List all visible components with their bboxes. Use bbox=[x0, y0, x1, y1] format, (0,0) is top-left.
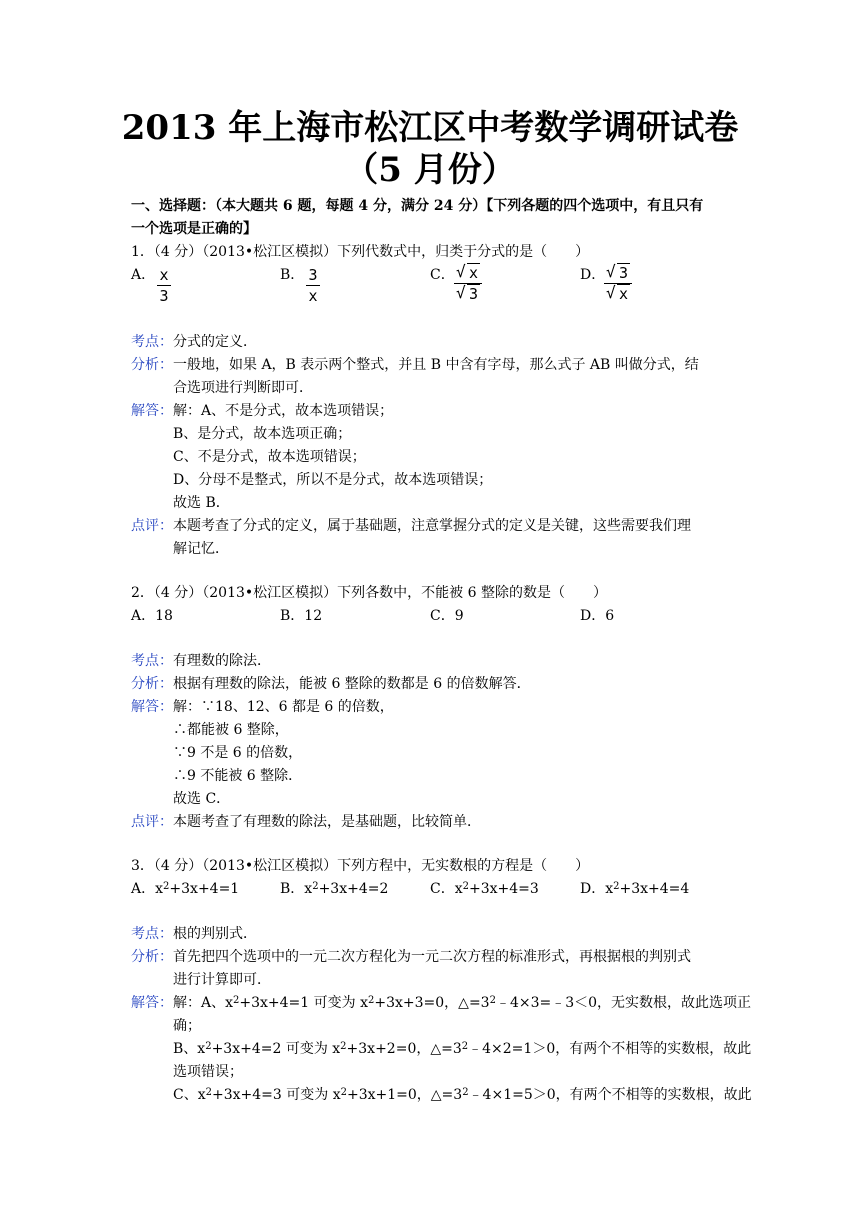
q2-fenxi-text: 根据有理数的除法，能被 6 整除的数都是 6 的倍数解答． bbox=[173, 676, 531, 692]
q1-d-numerator: 3 bbox=[618, 264, 629, 282]
q1-c-numerator: x bbox=[468, 264, 479, 282]
q2-dianping-text: 本题考查了有理数的除法，是基础题，比较简单． bbox=[173, 814, 481, 830]
q3-jieda-option-a-line1 bbox=[173, 994, 751, 1012]
q2-option-d: D．6 bbox=[580, 608, 615, 624]
fraction-bar bbox=[306, 285, 320, 286]
text: +3x+1=0，△=3 bbox=[346, 1087, 463, 1103]
q3-option-a-label: A． bbox=[131, 881, 156, 897]
q1-kaodian-label: 考点： bbox=[131, 334, 173, 350]
text: +3x+4=1 可变为 x bbox=[239, 995, 368, 1011]
q3-jieda-option-b-line1 bbox=[173, 1040, 751, 1058]
page-title: 2013 年上海市松江区中考数学调研试卷 bbox=[121, 108, 739, 148]
section-heading-line2: 一个选项是正确的】 bbox=[131, 221, 257, 237]
q1-c-denominator: 3 bbox=[468, 285, 479, 303]
q2-jieda-line5: 故选 C． bbox=[173, 791, 231, 807]
q1-jieda-line1: 解：A、不是分式，故本选项错误； bbox=[173, 403, 394, 419]
q1-b-denominator: x bbox=[308, 287, 318, 305]
q3-jieda-label: 解答： bbox=[131, 995, 173, 1011]
q3-fenxi-line2: 进行计算即可． bbox=[173, 972, 271, 988]
text: +3x+4=3 可变为 x bbox=[211, 1087, 341, 1103]
q2-jieda-line2: ∴都能被 6 整除， bbox=[173, 722, 289, 738]
q1-b-numerator: 3 bbox=[308, 266, 318, 284]
text: ﹣4×3=﹣3＜0，无实数根，故此选项正 bbox=[495, 995, 752, 1011]
exponent: 2 bbox=[462, 881, 469, 892]
text: ﹣4×2=1＞0，有两个不相等的实数根，故此 bbox=[468, 1041, 752, 1057]
var: x bbox=[454, 881, 463, 897]
page-subtitle: （5 月份） bbox=[344, 150, 516, 190]
q1-fenxi-line1: 一般地，如果 A，B 表示两个整式，并且 B 中含有字母，那么式子 AB 叫做分式，结 bbox=[173, 357, 699, 373]
q3-stem: 3．（4 分）（2013•松江区模拟）下列方程中，无实数根的方程是（ ） bbox=[131, 858, 590, 874]
q1-option-b-fraction bbox=[306, 266, 320, 305]
text: +3x+3=0，△=3 bbox=[374, 995, 490, 1011]
exponent: 2 bbox=[489, 995, 496, 1006]
q2-kaodian-text: 有理数的除法． bbox=[173, 653, 271, 669]
q3-jieda-option-a-line2: 确； bbox=[173, 1018, 201, 1034]
text: B、x bbox=[173, 1041, 206, 1057]
exponent: 2 bbox=[368, 995, 375, 1006]
q1-jieda-label: 解答： bbox=[131, 403, 173, 419]
exponent: 2 bbox=[340, 1087, 347, 1098]
q1-a-numerator: x bbox=[159, 266, 169, 284]
q2-jieda-label: 解答： bbox=[131, 699, 173, 715]
q2-jieda-line4: ∴9 不能被 6 整除． bbox=[173, 768, 303, 784]
q3-option-a bbox=[131, 880, 239, 898]
q3-option-c bbox=[430, 880, 539, 898]
text: 解：A、x bbox=[173, 995, 234, 1011]
q3-option-b-label: B． bbox=[280, 881, 305, 897]
sqrt-icon: √ x bbox=[605, 283, 629, 303]
q3-option-b bbox=[280, 880, 388, 898]
q3-option-c-label: C． bbox=[430, 881, 455, 897]
q3-fenxi-label: 分析： bbox=[131, 949, 173, 965]
exponent: 2 bbox=[461, 1041, 469, 1052]
exponent: 2 bbox=[462, 1087, 469, 1098]
q1-option-d-fraction bbox=[604, 264, 632, 303]
q1-option-a-fraction bbox=[157, 266, 171, 305]
q3-option-d-label: D． bbox=[580, 881, 606, 897]
q2-kaodian-label: 考点： bbox=[131, 653, 173, 669]
text: +3x+2=0，△=3 bbox=[346, 1041, 462, 1057]
q2-option-c: C．9 bbox=[430, 608, 464, 624]
q3-kaodian-label: 考点： bbox=[131, 926, 173, 942]
var: x bbox=[605, 881, 614, 897]
exponent: 2 bbox=[205, 1041, 212, 1052]
q2-option-a: A．18 bbox=[131, 608, 173, 624]
q3-option-b-rest: +3x+4=2 bbox=[318, 881, 389, 897]
exponent: 2 bbox=[233, 995, 240, 1006]
q2-dianping-label: 点评： bbox=[131, 814, 173, 830]
sqrt-icon: √ x bbox=[455, 262, 479, 282]
q1-option-b-label: B． bbox=[280, 267, 305, 283]
q1-jieda-line5: 故选 B． bbox=[173, 495, 230, 511]
text: C、x bbox=[173, 1087, 206, 1103]
q1-option-c-fraction bbox=[454, 264, 482, 303]
q2-option-b: B．12 bbox=[280, 608, 323, 624]
sqrt-icon: √ 3 bbox=[455, 283, 479, 303]
q1-jieda-line3: C、不是分式，故本选项错误； bbox=[173, 449, 366, 465]
text: +3x+4=2 可变为 x bbox=[211, 1041, 341, 1057]
q3-option-d-rest: +3x+4=4 bbox=[619, 881, 690, 897]
q3-jieda-option-c-line1 bbox=[173, 1086, 752, 1104]
q1-d-denominator: x bbox=[618, 285, 629, 303]
q1-stem: 1．（4 分）（2013•松江区模拟）下列代数式中，归类于分式的是（ ） bbox=[131, 244, 590, 260]
var: x bbox=[155, 881, 164, 897]
q1-a-denominator: 3 bbox=[159, 287, 169, 305]
q1-jieda-line4: D、分母不是整式，所以不是分式，故本选项错误； bbox=[173, 472, 493, 488]
exponent: 2 bbox=[312, 881, 319, 892]
q1-option-d-label: D． bbox=[580, 267, 606, 283]
q1-option-c-label: C． bbox=[430, 267, 455, 283]
q2-jieda-line3: ∵9 不是 6 的倍数， bbox=[173, 745, 303, 761]
q1-kaodian-text: 分式的定义． bbox=[173, 334, 257, 350]
q1-dianping-line2: 解记忆． bbox=[173, 541, 229, 557]
q1-dianping-label: 点评： bbox=[131, 518, 173, 534]
sqrt-icon: √ 3 bbox=[605, 262, 629, 282]
q1-fenxi-line2: 合选项进行判断即可． bbox=[173, 380, 313, 396]
q3-jieda-option-b-line2: 选项错误； bbox=[173, 1064, 243, 1080]
q3-kaodian-text: 根的判别式． bbox=[173, 926, 257, 942]
q1-dianping-line1: 本题考查了分式的定义，属于基础题，注意掌握分式的定义是关键，这些需要我们理 bbox=[173, 518, 691, 534]
fraction-bar bbox=[157, 285, 171, 286]
exponent: 2 bbox=[163, 881, 170, 892]
q1-fenxi-label: 分析： bbox=[131, 357, 173, 373]
q1-jieda-line2: B、是分式，故本选项正确； bbox=[173, 426, 352, 442]
text: ﹣4×1=5＞0，有两个不相等的实数根，故此 bbox=[468, 1087, 752, 1103]
q3-option-d bbox=[580, 880, 689, 898]
q3-option-c-rest: +3x+4=3 bbox=[469, 881, 539, 897]
q3-option-a-rest: +3x+4=1 bbox=[169, 881, 240, 897]
exponent: 2 bbox=[613, 881, 620, 892]
section-heading-line1: 一、选择题：（本大题共 6 题，每题 4 分，满分 24 分）【下列各题的四个选项中，有且只有 bbox=[131, 198, 704, 214]
exponent: 2 bbox=[340, 1041, 347, 1052]
q2-jieda-line1: 解：∵18、12、6 都是 6 的倍数， bbox=[173, 699, 394, 715]
var: x bbox=[304, 881, 313, 897]
q2-fenxi-label: 分析： bbox=[131, 676, 173, 692]
q2-stem: 2．（4 分）（2013•松江区模拟）下列各数中，不能被 6 整除的数是（ ） bbox=[131, 585, 607, 601]
q1-option-a-label: A． bbox=[131, 267, 156, 283]
exponent: 2 bbox=[205, 1087, 212, 1098]
q3-fenxi-line1: 首先把四个选项中的一元二次方程化为一元二次方程的标准形式，再根据根的判别式 bbox=[173, 949, 691, 965]
